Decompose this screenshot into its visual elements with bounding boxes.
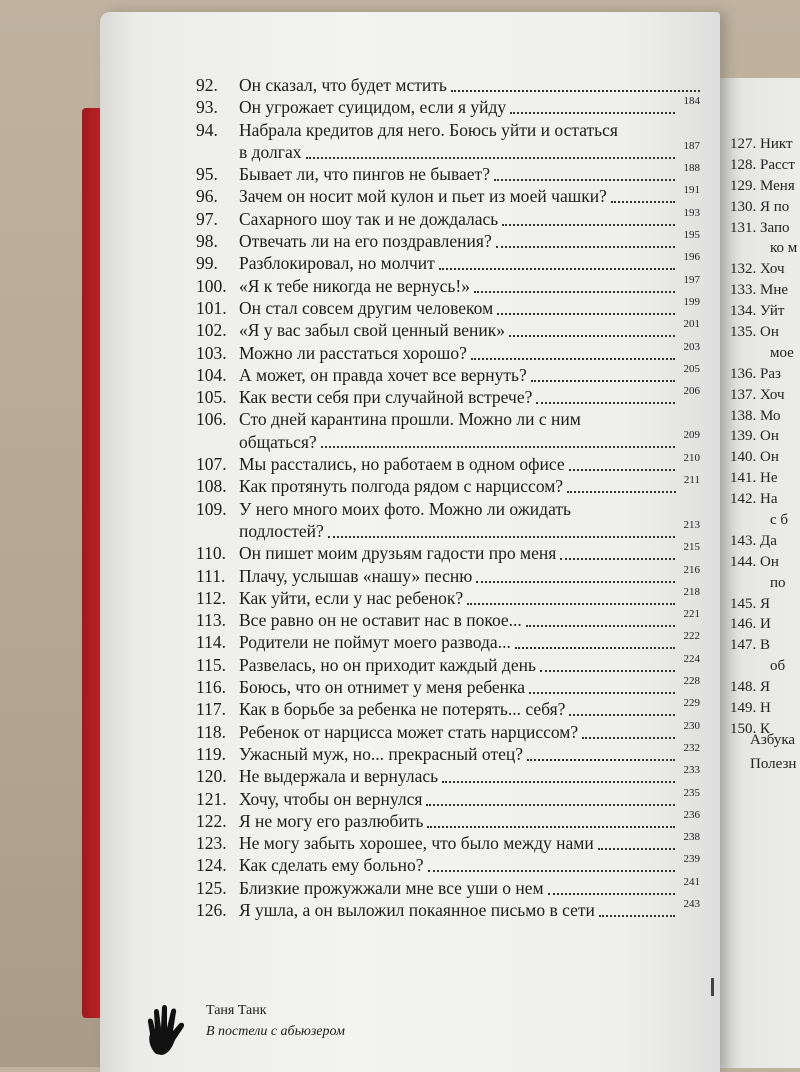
toc-entry-title: Зачем он носит мой кулон и пьет из моей чашки? — [239, 186, 607, 207]
toc-leader-dots — [536, 400, 675, 404]
toc-entry-title: А может, он правда хочет все вернуть? — [239, 364, 527, 385]
right-page-entry: 130. Я по — [730, 198, 790, 215]
toc-leader-dots — [427, 824, 675, 828]
toc-entry-page: 222 — [683, 630, 700, 643]
footer-book-title: В постели с абьюзером — [206, 1024, 345, 1039]
toc-entry-page: 201 — [683, 318, 700, 331]
toc-entry-number: 96. — [196, 186, 218, 207]
toc-entry — [196, 565, 706, 587]
toc-leader-dots — [569, 712, 675, 716]
toc-entry-number: 118. — [196, 721, 226, 742]
toc-entry-number: 97. — [196, 208, 218, 229]
toc-entry-title: Все равно он не оставит нас в покое... — [239, 610, 522, 631]
toc-entry-page: 239 — [683, 853, 700, 866]
toc-leader-dots — [510, 110, 675, 114]
toc-entry — [196, 899, 706, 921]
right-page-entry: 146. И — [730, 616, 771, 633]
toc-entry-title: Можно ли расстаться хорошо? — [239, 342, 467, 363]
toc-entry-number: 119. — [196, 743, 226, 764]
right-page-entry: ко м — [770, 240, 798, 257]
toc-leader-dots — [611, 199, 675, 203]
toc-leader-dots — [548, 891, 675, 895]
toc-entry-title: Ребенок от нарцисса может стать нарциссом? — [239, 721, 579, 742]
toc-entry-page: 213 — [683, 518, 700, 531]
toc-entry — [196, 408, 706, 453]
toc-entry-number: 120. — [196, 766, 227, 787]
toc-entry-title-continued: подлостей? — [239, 520, 324, 541]
toc-entry-number: 113. — [196, 610, 226, 631]
toc-leader-dots — [428, 868, 675, 872]
table-of-contents — [196, 74, 706, 921]
toc-entry — [196, 475, 706, 497]
toc-entry-number: 121. — [196, 788, 227, 809]
toc-leader-dots — [502, 222, 675, 226]
right-page-entry: 138. Мо — [730, 407, 781, 424]
toc-entry-page: 191 — [683, 184, 700, 197]
toc-leader-dots — [582, 735, 675, 739]
toc-leader-dots — [494, 177, 675, 181]
toc-entry-number: 109. — [196, 498, 227, 519]
toc-entry-title: Мы расстались, но работаем в одном офисе — [239, 454, 565, 475]
toc-entry-title: Он пишет моим друзьям гадости про меня — [239, 543, 557, 564]
toc-entry-title: Как уйти, если у нас ребенок? — [239, 587, 464, 608]
right-page-entry: 128. Расст — [730, 156, 795, 173]
toc-entry-page: 241 — [683, 875, 700, 888]
toc-entry-page: 243 — [683, 897, 700, 910]
toc-leader-dots — [476, 579, 675, 583]
toc-entry — [196, 721, 706, 743]
toc-entry — [196, 364, 706, 386]
toc-entry — [196, 631, 706, 653]
right-page-entry: 132. Хоч — [730, 261, 785, 278]
toc-entry-title: Ужасный муж, но... прекрасный отец? — [239, 743, 523, 764]
toc-entry-title: Не выдержала и вернулась — [239, 766, 439, 787]
toc-entry-number: 110. — [196, 543, 226, 564]
toc-entry-number: 107. — [196, 454, 227, 475]
toc-entry-title: Бывает ли, что пингов не бывает? — [239, 164, 490, 185]
toc-leader-dots — [526, 623, 675, 627]
toc-entry-title-continued: в долгах — [239, 141, 302, 162]
right-page-entry: 129. Меня — [730, 177, 795, 194]
toc-leader-dots — [599, 913, 675, 917]
toc-entry-number: 101. — [196, 297, 227, 318]
right-page-entry: 150. К — [730, 720, 771, 737]
toc-entry — [196, 587, 706, 609]
toc-entry-title: Набрала кредитов для него. Боюсь уйти и остаться — [239, 119, 618, 140]
toc-leader-dots — [540, 668, 675, 672]
toc-entry-number: 98. — [196, 231, 218, 252]
toc-entry — [196, 788, 706, 810]
toc-entry-page: 236 — [683, 808, 700, 821]
toc-entry-number: 124. — [196, 855, 227, 876]
toc-entry — [196, 208, 706, 230]
right-page-entry: с б — [770, 512, 789, 529]
toc-leader-dots — [515, 645, 675, 649]
toc-entry — [196, 698, 706, 720]
toc-entry-page: 206 — [683, 385, 700, 398]
toc-entry — [196, 453, 706, 475]
toc-entry — [196, 743, 706, 765]
toc-entry-title: Я ушла, а он выложил покаянное письмо в сети — [239, 899, 595, 920]
toc-entry-number: 95. — [196, 164, 218, 185]
toc-leader-dots — [442, 779, 675, 783]
toc-entry-page: 211 — [683, 474, 700, 487]
toc-entry — [196, 96, 706, 118]
toc-leader-dots — [509, 333, 675, 337]
right-page-entry: 141. Не — [730, 470, 778, 487]
right-page-entry: 131. Запо — [730, 219, 790, 236]
toc-entry-title: Близкие прожужжали мне все уши о нем — [239, 877, 544, 898]
right-page-entry: 127. Никт — [730, 136, 793, 152]
toc-entry-title: Как в борьбе за ребенка не потерять... себя? — [239, 699, 566, 720]
toc-leader-dots — [467, 601, 675, 605]
toc-entry — [196, 854, 706, 876]
toc-leader-dots — [474, 289, 675, 293]
toc-entry-number: 112. — [196, 587, 226, 608]
toc-entry-page: 233 — [683, 764, 700, 777]
toc-entry-number: 100. — [196, 275, 227, 296]
right-page-contents — [730, 134, 800, 740]
toc-entry-number: 123. — [196, 833, 227, 854]
toc-entry — [196, 342, 706, 364]
toc-entry-number: 103. — [196, 342, 227, 363]
toc-entry-title: Как сделать ему больно? — [239, 855, 424, 876]
right-page-entry: 144. Он — [730, 553, 779, 570]
toc-leader-dots — [426, 802, 675, 806]
toc-entry-title: Хочу, чтобы он вернулся — [239, 788, 423, 809]
toc-entry-page: 205 — [683, 362, 700, 375]
toc-leader-dots — [598, 846, 675, 850]
toc-entry — [196, 319, 706, 341]
toc-entry — [196, 163, 706, 185]
toc-leader-dots — [439, 266, 675, 270]
toc-entry-page: 230 — [683, 719, 700, 732]
toc-entry-number: 104. — [196, 364, 227, 385]
toc-entry-page: 210 — [683, 452, 700, 465]
toc-leader-dots — [567, 489, 676, 493]
toc-leader-dots — [560, 556, 675, 560]
toc-entry-number: 108. — [196, 476, 227, 497]
toc-entry-title-continued: общаться? — [239, 431, 317, 452]
toc-entry-title: Он сказал, что будет мстить — [239, 75, 447, 95]
toc-entry-page: 229 — [683, 697, 700, 710]
toc-entry-number: 92. — [196, 75, 218, 95]
toc-entry-number: 111. — [196, 565, 226, 586]
right-page-entry: 140. Он — [730, 449, 779, 466]
right-page-entry: 143. Да — [730, 532, 777, 549]
right-page-entry: 135. Он — [730, 324, 779, 341]
toc-leader-dots — [497, 311, 675, 315]
toc-entry — [196, 297, 706, 319]
toc-entry-title: Сто дней карантина прошли. Можно ли с ним — [239, 409, 581, 430]
toc-leader-dots — [451, 88, 700, 92]
toc-entry — [196, 676, 706, 698]
toc-entry-title: У него много моих фото. Можно ли ожидать — [239, 498, 572, 519]
toc-entry-page: 197 — [683, 273, 700, 286]
right-page-entry: 145. Я — [730, 595, 771, 612]
toc-entry — [196, 498, 706, 543]
toc-entry-number: 94. — [196, 119, 218, 140]
toc-entry-title: Плачу, услышав «нашу» песню — [239, 565, 473, 586]
toc-entry-number: 122. — [196, 810, 227, 831]
toc-entry — [196, 275, 706, 297]
right-page-entry: по — [770, 574, 786, 591]
toc-entry-title: Разблокировал, но молчит — [239, 253, 435, 274]
toc-leader-dots — [527, 757, 675, 761]
toc-entry-page: 195 — [683, 229, 700, 242]
toc-entry-title: Как вести себя при случайной встрече? — [239, 387, 533, 408]
toc-entry-title: «Я к тебе никогда не вернусь!» — [239, 275, 470, 296]
toc-entry — [196, 810, 706, 832]
toc-entry-number: 93. — [196, 97, 218, 118]
toc-entry-title: Боюсь, что он отнимет у меня ребенка — [239, 677, 526, 698]
toc-entry-title: Как протянуть полгода рядом с нарциссом? — [239, 476, 564, 497]
footer-author: Таня Танк — [206, 1003, 267, 1018]
right-page-entry: 139. Он — [730, 428, 779, 445]
toc-entry-title: Сахарного шоу так и не дождалась — [239, 208, 499, 229]
right-page-entry: 148. Я — [730, 679, 771, 696]
toc-entry-page: 199 — [683, 295, 700, 308]
toc-entry-page: 228 — [683, 675, 700, 688]
toc-entry-page: 221 — [683, 608, 700, 621]
right-page-entry: мое — [770, 344, 794, 361]
toc-entry-page: 193 — [683, 206, 700, 219]
toc-leader-dots — [569, 467, 675, 471]
toc-entry — [196, 185, 706, 207]
toc-entry-title: «Я у вас забыл свой ценный веник» — [239, 320, 505, 341]
toc-entry-page: 215 — [683, 541, 700, 554]
toc-entry-number: 106. — [196, 409, 227, 430]
hand-logo-icon — [146, 1004, 188, 1056]
toc-entry — [196, 877, 706, 899]
toc-entry-page: 232 — [683, 741, 700, 754]
toc-entry-page: 184 — [683, 95, 700, 108]
right-page-section-2: Полезн — [750, 756, 797, 772]
toc-entry — [196, 230, 706, 252]
toc-leader-dots — [496, 244, 675, 248]
right-page-entry: 133. Мне — [730, 282, 789, 299]
toc-entry — [196, 386, 706, 408]
right-page-entry: об — [770, 658, 786, 675]
toc-leader-dots — [321, 444, 675, 448]
toc-entry — [196, 542, 706, 564]
toc-leader-dots — [531, 378, 675, 382]
right-page-entry: 136. Раз — [730, 365, 781, 382]
right-page-entry: 147. В — [730, 637, 771, 654]
toc-entry-number: 116. — [196, 677, 226, 698]
toc-entry-page: 218 — [683, 585, 700, 598]
toc-entry-title: Я не могу его разлюбить — [239, 810, 424, 831]
toc-entry-title: Он угрожает суицидом, если я уйду — [239, 97, 507, 118]
toc-leader-dots — [529, 690, 675, 694]
toc-entry-number: 114. — [196, 632, 226, 653]
toc-leader-dots — [328, 534, 675, 538]
toc-entry-page: 187 — [683, 139, 700, 152]
toc-entry-number: 99. — [196, 253, 218, 274]
toc-entry-number: 117. — [196, 699, 226, 720]
toc-entry-page: 216 — [683, 563, 700, 576]
toc-entry-title: Он стал совсем другим человеком — [239, 297, 494, 318]
toc-entry-title: Развелась, но он приходит каждый день — [239, 654, 536, 675]
toc-entry-page: 196 — [683, 251, 700, 264]
right-page-entry: 134. Уйт — [730, 303, 785, 320]
toc-leader-dots — [471, 356, 675, 360]
toc-entry-title: Отвечать ли на его поздравления? — [239, 231, 492, 252]
toc-entry-page: 209 — [683, 429, 700, 442]
toc-entry-title: Не могу забыть хорошее, что было между нами — [239, 833, 594, 854]
toc-entry — [196, 74, 706, 96]
toc-leader-dots — [306, 155, 675, 159]
page-edge-mark — [711, 978, 714, 996]
toc-entry-number: 115. — [196, 654, 226, 675]
toc-entry — [196, 765, 706, 787]
right-page-section-1: Азбука — [750, 732, 796, 748]
toc-entry — [196, 832, 706, 854]
right-page-entry: 142. На — [730, 491, 778, 508]
toc-entry — [196, 654, 706, 676]
toc-entry-page: 235 — [683, 786, 700, 799]
toc-entry-number: 125. — [196, 877, 227, 898]
right-page-entry: 137. Хоч — [730, 386, 785, 403]
toc-entry-page: 188 — [683, 162, 700, 175]
toc-entry — [196, 609, 706, 631]
toc-entry-number: 102. — [196, 320, 227, 341]
toc-entry — [196, 252, 706, 274]
toc-entry-number: 126. — [196, 899, 227, 920]
toc-entry-title: Родители не поймут моего развода... — [239, 632, 511, 653]
toc-entry-number: 105. — [196, 387, 227, 408]
toc-entry-page: 224 — [683, 652, 700, 665]
toc-entry-page: 203 — [683, 340, 700, 353]
toc-entry — [196, 119, 706, 164]
right-page-entry: 149. Н — [730, 700, 771, 717]
toc-entry-page: 238 — [683, 831, 700, 844]
